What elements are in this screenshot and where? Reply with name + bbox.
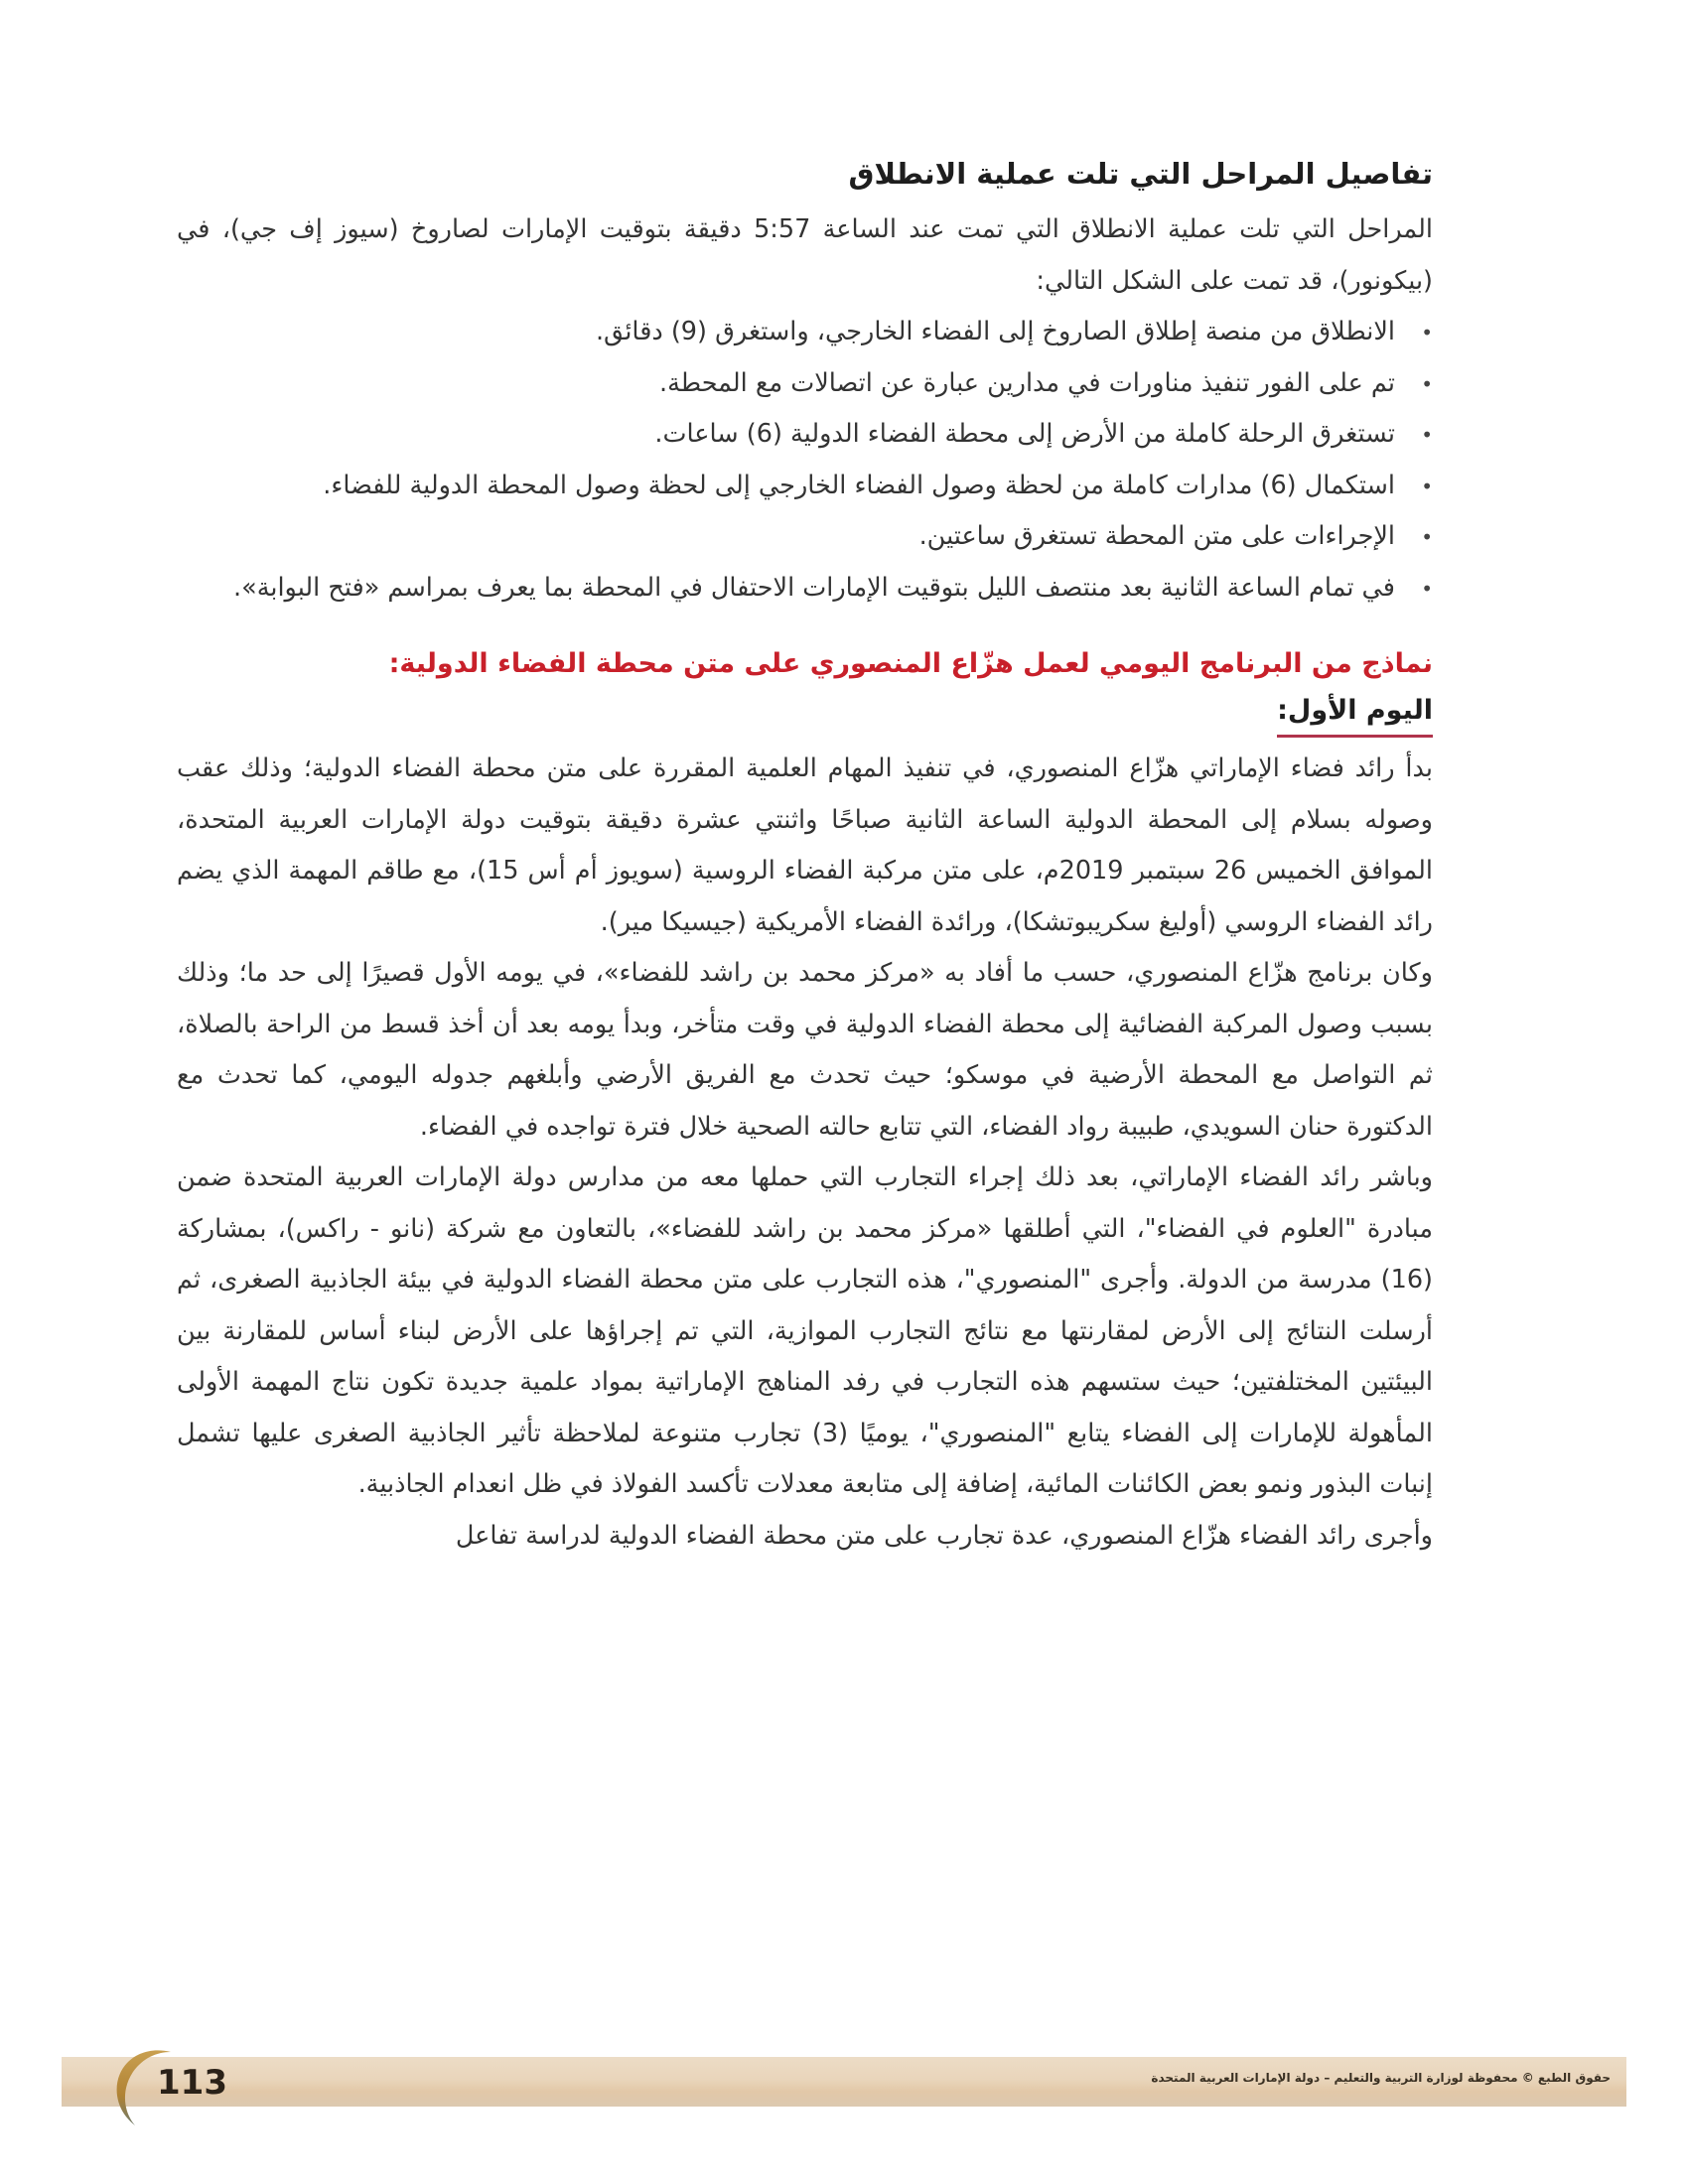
launch-stages-list: [177, 307, 1433, 614]
list-item: • الانطلاق من منصة إطلاق الصاروخ إلى الفضاء الخارجي، واستغرق (9) دقائق.: [177, 307, 1433, 358]
copyright-text: حقوق الطبع © محفوظة لوزارة التربية والتعليم – دولة الإمارات العربية المتحدة: [1151, 2071, 1611, 2085]
paragraph: وباشر رائد الفضاء الإماراتي، بعد ذلك إجراء التجارب التي حملها معه من مدارس دولة الإمارات العربية المتحدة ضمن مبادرة "العلوم في الفضاء"، التي أطلقها «مركز محمد بن راشد للفضاء»، بالتعاون مع شركة (نانو - راكس)، بمشاركة (16) مدرسة من الدولة. وأجرى "المنصوري"، هذه التجارب على متن محطة الفضاء الدولية في بيئة الجاذبية الصغرى، ثم أرسلت النتائج إلى الأرض لمقارنتها مع نتائج التجارب الموازية، التي تم إجراؤها على الأرض لبناء أساس للمقارنة بين البيئتين المختلفتين؛ حيث ستسهم هذه التجارب في رفد المناهج الإماراتية بمواد علمية جديدة تكون نتاج المهمة الأولى المأهولة للإمارات إلى الفضاء يتابع "المنصوري"، يوميًا (3) تجارب متنوعة لملاحظة تأثير الجاذبية الصغرى عليها تشمل إنبات البذور ونمو بعض الكائنات المائية، إضافة إلى متابعة معدلات تأكسد الفولاذ في ظل انعدام الجاذبية.: [177, 1162, 1433, 1499]
bullet-icon: [1395, 563, 1433, 615]
bullet-icon: [1395, 409, 1433, 462]
list-item: • في تمام الساعة الثانية بعد منتصف الليل بتوقيت الإمارات الاحتفال في المحطة بما يعرف بمراسم «فتح البوابة».: [177, 563, 1433, 614]
paragraph: بدأ رائد فضاء الإماراتي هزّاع المنصوري، في تنفيذ المهام العلمية المقررة على متن محطة الفضاء الدولية؛ وذلك عقب وصوله بسلام إلى المحطة الدولية الساعة الثانية صباحًا واثنتي عشرة دقيقة بتوقيت دولة الإمارات العربية المتحدة، الموافق الخميس 26 سبتمبر 2019م، على متن مركبة الفضاء الروسية (سويوز أم أس 15)، مع طاقم المهمة الذي يضم رائد الفضاء الروسي (أوليغ سكريبوتشكا)، ورائدة الفضاء الأمريكية (جيسيكا مير).: [177, 753, 1433, 937]
bullet-icon: [1395, 358, 1433, 411]
paragraph: وأجرى رائد الفضاء هزّاع المنصوري، عدة تجارب على متن محطة الفضاء الدولية لدراسة تفاعل: [455, 1520, 1433, 1551]
page-number: 113: [157, 2063, 227, 2103]
launch-stages-intro: المراحل التي تلت عملية الانطلاق التي تمت عند الساعة 5:57 دقيقة بتوقيت الإمارات لصاروخ (سيوز إف جي)، في (بيكونور)، قد تمت على الشكل التالي:: [177, 214, 1433, 296]
page-content: [177, 149, 1433, 1562]
list-item: • استكمال (6) مدارات كاملة من لحظة وصول الفضاء الخارجي إلى لحظة وصول المحطة الدولية للفضاء.: [177, 461, 1433, 512]
bullet-icon: [1395, 307, 1433, 359]
list-item: • تستغرق الرحلة كاملة من الأرض إلى محطة الفضاء الدولية (6) ساعات.: [177, 409, 1433, 461]
footer-bar: [62, 2057, 1626, 2107]
daily-program-heading: نماذج من البرنامج اليومي لعمل هزّاع المنصوري على متن محطة الفضاء الدولية:: [388, 648, 1433, 679]
bullet-icon: [1395, 461, 1433, 513]
day-one-title: اليوم الأول:: [1277, 689, 1433, 738]
bullet-icon: [1395, 511, 1433, 564]
list-item: • تم على الفور تنفيذ مناورات في مدارين عبارة عن اتصالات مع المحطة.: [177, 358, 1433, 410]
paragraph: وكان برنامج هزّاع المنصوري، حسب ما أفاد به «مركز محمد بن راشد للفضاء»، في يومه الأول قصيرًا إلى حد ما؛ وذلك بسبب وصول المركبة الفضائية إلى محطة الفضاء الدولية في وقت متأخر، وبدأ يومه بعد أن أخذ قسط من الراحة بالصلاة، ثم التواصل مع المحطة الأرضية في موسكو؛ حيث تحدث مع الفريق الأرضي وأبلغهم جدوله اليومي، كما تحدث مع الدكتورة حنان السويدي، طبيبة رواد الفضاء، التي تتابع حالته الصحية خلال فترة تواجده في الفضاء.: [177, 958, 1433, 1142]
launch-stages-heading: تفاصيل المراحل التي تلت عملية الانطلاق: [848, 157, 1433, 191]
list-item: • الإجراءات على متن المحطة تستغرق ساعتين.: [177, 511, 1433, 563]
